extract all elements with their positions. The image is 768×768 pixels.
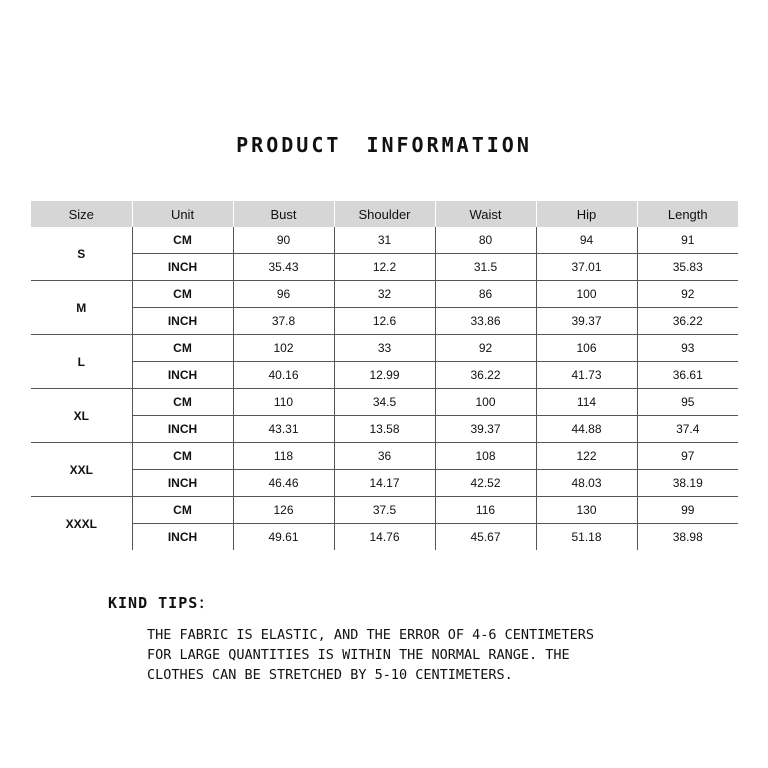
hip-cell: 114 [536,389,637,416]
hip-cell: 122 [536,443,637,470]
size-label: L [31,335,132,389]
table-row [31,281,738,308]
length-cell: 93 [637,335,738,362]
length-cell: 38.98 [672,530,703,544]
hip-cell: 44.88 [536,416,637,443]
waist-cell: 33.86 [435,308,536,335]
length-cell: 37.4 [637,416,738,443]
unit-cell: CM [132,281,233,308]
shoulder-cell: 31 [334,227,435,254]
unit-cell: INCH [132,524,233,551]
unit-cell: CM [132,443,233,470]
shoulder-cell: 12.2 [334,254,435,281]
waist-cell: 80 [435,227,536,254]
unit-cell: INCH [132,362,233,389]
unit-cell: INCH [132,416,233,443]
unit-cell: CM [132,335,233,362]
bust-cell: 40.16 [233,362,334,389]
shoulder-cell: 37.5 [334,497,435,524]
size-label: XL [31,389,132,443]
hip-cell: 100 [536,281,637,308]
header-waist: Waist [435,201,536,227]
length-cell: 97 [637,443,738,470]
shoulder-cell: 13.58 [334,416,435,443]
header-hip: Hip [536,201,637,227]
waist-cell: 39.37 [435,416,536,443]
bust-cell: 43.31 [233,416,334,443]
bust-cell: 49.61 [233,524,334,551]
waist-cell: 42.52 [435,470,536,497]
length-cell: 95 [637,389,738,416]
header-bust: Bust [233,201,334,227]
unit-cell: CM [132,497,233,524]
table-row [31,362,738,389]
table-row [31,497,738,524]
table-row [31,227,738,254]
kind-tips-text [147,625,667,685]
kind-tips-heading: KIND TIPS： [108,594,215,612]
shoulder-cell: 32 [334,281,435,308]
hip-cell: 106 [536,335,637,362]
table-row [31,416,738,443]
header-shoulder: Shoulder [334,201,435,227]
waist-cell: 45.67 [435,524,536,551]
bust-cell: 102 [233,335,334,362]
unit-cell: INCH [132,254,233,281]
length-cell: 36.22 [637,308,738,335]
table-row [31,470,738,497]
length-cell: 36.61 [637,362,738,389]
hip-cell: 39.37 [536,308,637,335]
unit-cell: INCH [132,470,233,497]
bust-cell: 35.43 [233,254,334,281]
length-cell: 91 [637,227,738,254]
waist-cell: 31.5 [435,254,536,281]
shoulder-cell: 12.99 [334,362,435,389]
shoulder-cell: 34.5 [334,389,435,416]
bust-cell: 118 [233,443,334,470]
waist-cell: 108 [435,443,536,470]
table-row [31,389,738,416]
waist-cell: 116 [435,497,536,524]
bust-cell: 96 [233,281,334,308]
length-cell: 38.19 [637,470,738,497]
length-cell: 92 [637,281,738,308]
bust-cell: 37.8 [233,308,334,335]
hip-cell: 51.18 [536,524,637,551]
shoulder-cell: 33 [334,335,435,362]
unit-cell: CM [132,389,233,416]
bust-cell: 126 [233,497,334,524]
shoulder-cell: 12.6 [334,308,435,335]
shoulder-cell: 14.76 [334,524,435,551]
table-row [31,524,738,551]
table-row [31,443,738,470]
hip-cell: 130 [536,497,637,524]
unit-cell: CM [132,227,233,254]
tips-line: THE FABRIC IS ELASTIC, AND THE ERROR OF 4-6 CENTIMETERS [147,627,595,643]
waist-cell: 86 [435,281,536,308]
table-row [31,308,738,335]
size-label: XXXL [31,497,132,551]
waist-cell: 36.22 [435,362,536,389]
size-label: M [31,281,132,335]
size-chart-table [31,201,738,550]
hip-cell: 41.73 [536,362,637,389]
hip-cell: 48.03 [536,470,637,497]
hip-cell: 94 [536,227,637,254]
length-cell: 35.83 [637,254,738,281]
unit-cell: INCH [132,308,233,335]
shoulder-cell: 14.17 [334,470,435,497]
header-length: Length [637,201,738,227]
page-title: PRODUCT INFORMATION [236,133,532,157]
bust-cell: 90 [233,227,334,254]
table-header-row [31,201,738,227]
hip-cell: 37.01 [536,254,637,281]
size-label: S [31,227,132,281]
length-cell: 99 [637,497,738,524]
bust-cell: 110 [233,389,334,416]
waist-cell: 100 [435,389,536,416]
size-label: XXL [31,443,132,497]
waist-cell: 92 [435,335,536,362]
header-unit: Unit [132,201,233,227]
tips-line: FOR LARGE QUANTITIES IS WITHIN THE NORMAL RANGE. THE [147,647,570,663]
bust-cell: 46.46 [233,470,334,497]
shoulder-cell: 36 [334,443,435,470]
table-row [31,254,738,281]
header-size: Size [31,201,132,227]
tips-line: CLOTHES CAN BE STRETCHED BY 5-10 CENTIMETERS. [147,667,513,683]
table-row [31,335,738,362]
